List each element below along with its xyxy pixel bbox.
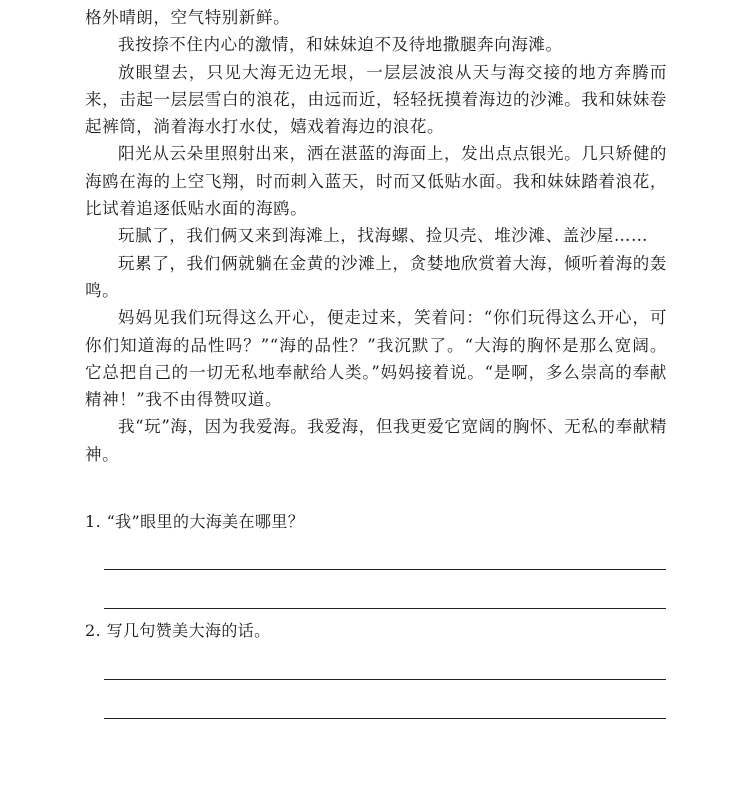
- paragraph-2: 我按捺不住内心的激情，和妹妹迫不及待地撒腿奔向海滩。: [118, 35, 563, 55]
- question-1: [85, 510, 667, 534]
- question-2-text: 写几句赞美大海的话。: [106, 621, 271, 640]
- question-1-number: 1.: [85, 512, 102, 531]
- answer-line-2a[interactable]: [104, 679, 666, 680]
- answer-line-1b[interactable]: [104, 608, 666, 609]
- answer-line-2b[interactable]: [104, 718, 666, 719]
- paragraph-7: 妈妈见我们玩得这么开心，便走过来，笑着问：“你们玩得这么开心，可你们知道海的品性吗？”“海的品性？”我沉默了。“大海的胸怀是那么宽阔。它总把自己的一切无私地奉献给人类。”妈妈接着说。“是啊，多么崇高的奉献精神！”我不由得赞叹道。: [85, 308, 667, 410]
- question-1-text: “我”眼里的大海美在哪里？: [106, 512, 305, 531]
- paragraph-8: 我“玩”海，因为我爱海。我爱海，但我更爱它宽阔的胸怀、无私的奉献精神。: [85, 417, 667, 464]
- passage: [85, 4, 667, 468]
- question-2: [85, 619, 667, 643]
- paragraph-4: 阳光从云朵里照射出来，洒在湛蓝的海面上，发出点点银光。几只矫健的海鸥在海的上空飞翔，时而刺入蓝天，时而又低贴水面。我和妹妹踏着浪花，比试着追逐低贴水面的海鸥。: [85, 144, 667, 219]
- questions-section-2: [85, 619, 667, 643]
- paragraph-6: 玩累了，我们俩就躺在金黄的沙滩上，贪婪地欣赏着大海，倾听着海的轰鸣。: [85, 253, 667, 300]
- paragraph-5: 玩腻了，我们俩又来到海滩上，找海螺、捡贝壳、堆沙滩、盖沙屋……: [118, 226, 649, 246]
- paragraph-1: 格外晴朗，空气特别新鲜。: [85, 8, 291, 27]
- answer-line-1a[interactable]: [104, 569, 666, 570]
- paragraph-3: 放眼望去，只见大海无边无垠，一层层波浪从天与海交接的地方奔腾而来，击起一层层雪白的浪花，由远而近，轻轻抚摸着海边的沙滩。我和妹妹卷起裤筒，淌着海水打水仗，嬉戏着海边的浪花。: [85, 62, 667, 137]
- question-2-number: 2.: [85, 621, 102, 640]
- questions-section: [85, 510, 667, 534]
